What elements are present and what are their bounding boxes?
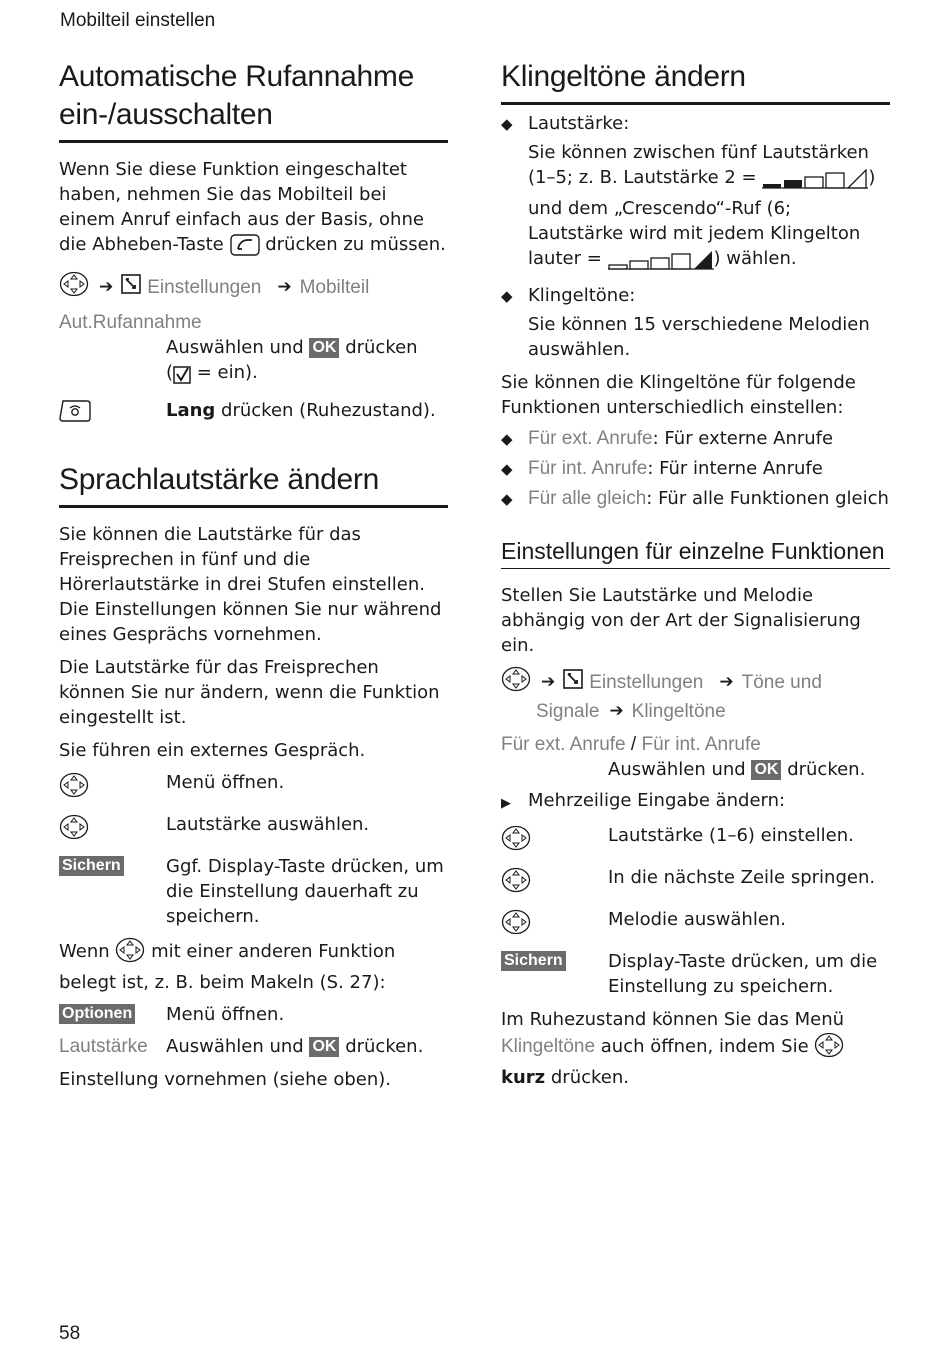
single-step-4: Sichern Display-Taste drücken, um die Einstellung zu speichern. [501, 949, 890, 999]
menu-aut-rufannahme: Aut.Rufannahme [59, 312, 202, 333]
voice-step-2: Lautstärke auswählen. [59, 812, 448, 847]
menu-call-types: Für ext. Anrufe / Für int. Anrufe [501, 734, 761, 755]
menu-lautstaerke: Lautstärke [59, 1036, 148, 1057]
control-key-icon [501, 909, 531, 942]
menu-klingeltoene: Klingeltöne [631, 701, 726, 722]
voice-para-5: Einstellung vornehmen (siehe oben). [59, 1069, 391, 1090]
bullet-ringtones: ◆ Klingeltöne: Sie können 15 verschiedene Melodien auswählen. [501, 285, 870, 360]
voice-step-4: Optionen Menü öffnen. [59, 1002, 448, 1027]
voice-para-4: Wenn mit einer anderen Funktion belegt ist, z. B. beim Makeln (S. 27): [59, 937, 448, 995]
single-para-2: Im Ruhezustand können Sie das Menü Klingeltöne auch öffnen, indem Sie kurz drücken. [501, 1009, 845, 1088]
single-select-step: Auswählen und OK drücken. [608, 759, 866, 780]
diamond-bullet-icon: ◆ [501, 287, 513, 305]
end-key-icon [59, 400, 91, 429]
menu-einstellungen: Einstellungen [147, 277, 262, 298]
control-key-icon [59, 772, 89, 805]
auto-answer-intro: Wenn Sie diese Funktion eingeschaltet haben, nehmen Sie das Mobilteil bei einem Anruf einfach aus der Basis, ohne die Abheben-Taste drücken zu müssen. [59, 157, 448, 263]
menu-toene-und-signale: Töne und [741, 672, 822, 693]
voice-step-5: Lautstärke Auswählen und OK drücken. [59, 1036, 424, 1057]
control-key-icon [814, 1032, 844, 1065]
section-title-voice-volume: Sprachlautstärke ändern [59, 461, 448, 508]
crescendo-icon [608, 250, 714, 277]
volume-level-icon [762, 169, 868, 196]
control-key-icon [501, 825, 531, 858]
voice-para-3: Sie führen ein externes Gespräch. [59, 740, 366, 761]
left-column [59, 58, 448, 1092]
arrow-icon: ➔ [541, 672, 556, 692]
section-title-auto-answer: Automatische Rufannahme ein-/ausschalten [59, 58, 448, 143]
ringtones-para: Sie können die Klingeltöne für folgende Funktionen unterschiedlich einstellen: [501, 372, 856, 418]
settings-icon [121, 274, 141, 301]
settings-icon [563, 669, 583, 696]
menu-einstellungen: Einstellungen [589, 672, 704, 693]
multi-line-hint: ▶ Mehrzeilige Eingabe ändern: [501, 788, 890, 816]
page-number: 58 [59, 1323, 81, 1344]
menu-fuer-int-anrufe: Für int. Anrufe [641, 734, 761, 755]
option-int-calls: ◆ Für int. Anrufe: Für interne Anrufe [501, 456, 890, 482]
single-step-2: In die nächste Zeile springen. [501, 865, 890, 900]
control-key-icon [501, 867, 531, 900]
optionen-key: Optionen [59, 1004, 135, 1024]
section-title-ringtones: Klingeltöne ändern [501, 58, 890, 105]
option-all-same: ◆ Für alle gleich: Für alle Funktionen gleich [501, 486, 890, 512]
menu-fuer-ext-anrufe: Für ext. Anrufe [501, 734, 626, 755]
menu-mobilteil: Mobilteil [299, 277, 370, 298]
menu-klingeltoene: Klingeltöne [501, 1036, 596, 1057]
triangle-bullet-icon: ▶ [501, 796, 511, 811]
talk-key-icon [230, 234, 260, 263]
diamond-bullet-icon: ◆ [501, 490, 513, 508]
control-key-icon [59, 271, 89, 304]
voice-para-1: Sie können die Lautstärke für das Freisprechen in fünf und die Hörerlautstärke in drei Stufen einstellen. Die Einstellungen können Sie nur während eines Gesprächs vornehmen. [59, 524, 442, 645]
ok-key: OK [751, 760, 781, 780]
bullet-volume: ◆ Lautstärke: Sie können zwischen fünf Lautstärken (1–5; z. B. Lautstärke 2 = ) und dem „Crescendo“-Ruf (6; Lautstärke wird mit jedem Klingelton lauter = ) wählen. [501, 111, 890, 277]
arrow-icon: ➔ [99, 277, 114, 297]
single-para-1: Stellen Sie Lautstärke und Melodie abhängig von der Art der Signalisierung ein. [501, 585, 861, 656]
right-column [501, 58, 890, 1090]
sichern-key: Sichern [59, 856, 124, 876]
control-key-icon [501, 666, 531, 699]
diamond-bullet-icon: ◆ [501, 430, 513, 448]
control-key-icon [115, 937, 145, 970]
diamond-bullet-icon: ◆ [501, 460, 513, 478]
diamond-bullet-icon: ◆ [501, 115, 513, 133]
single-menu-path [501, 666, 890, 699]
control-key-icon [59, 814, 89, 847]
auto-answer-select-step: Auswählen und OK drücken ( = ein). [59, 335, 448, 391]
auto-answer-end-step: Lang drücken (Ruhezustand). [59, 398, 448, 429]
voice-step-1: Menü öffnen. [59, 770, 448, 805]
arrow-icon: ➔ [609, 701, 624, 721]
arrow-icon: ➔ [719, 672, 734, 692]
checkbox-icon [173, 366, 191, 391]
single-step-1: Lautstärke (1–6) einstellen. [501, 823, 890, 858]
auto-answer-menu-path [59, 271, 448, 304]
single-step-3: Melodie auswählen. [501, 907, 890, 942]
sichern-key: Sichern [501, 951, 566, 971]
ok-key: OK [309, 1037, 339, 1057]
option-ext-calls: ◆ Für ext. Anrufe: Für externe Anrufe [501, 426, 890, 452]
voice-para-2: Die Lautstärke für das Freisprechen können Sie nur ändern, wenn die Funktion eingestellt ist. [59, 657, 440, 728]
voice-step-3: Sichern Ggf. Display-Taste drücken, um die Einstellung dauerhaft zu speichern. [59, 854, 448, 929]
menu-signale: Signale [536, 701, 600, 722]
subsection-title-single-functions: Einstellungen für einzelne Funktionen [501, 536, 890, 569]
arrow-icon: ➔ [277, 277, 292, 297]
ok-key: OK [309, 338, 339, 358]
running-head: Mobilteil einstellen [60, 10, 216, 31]
